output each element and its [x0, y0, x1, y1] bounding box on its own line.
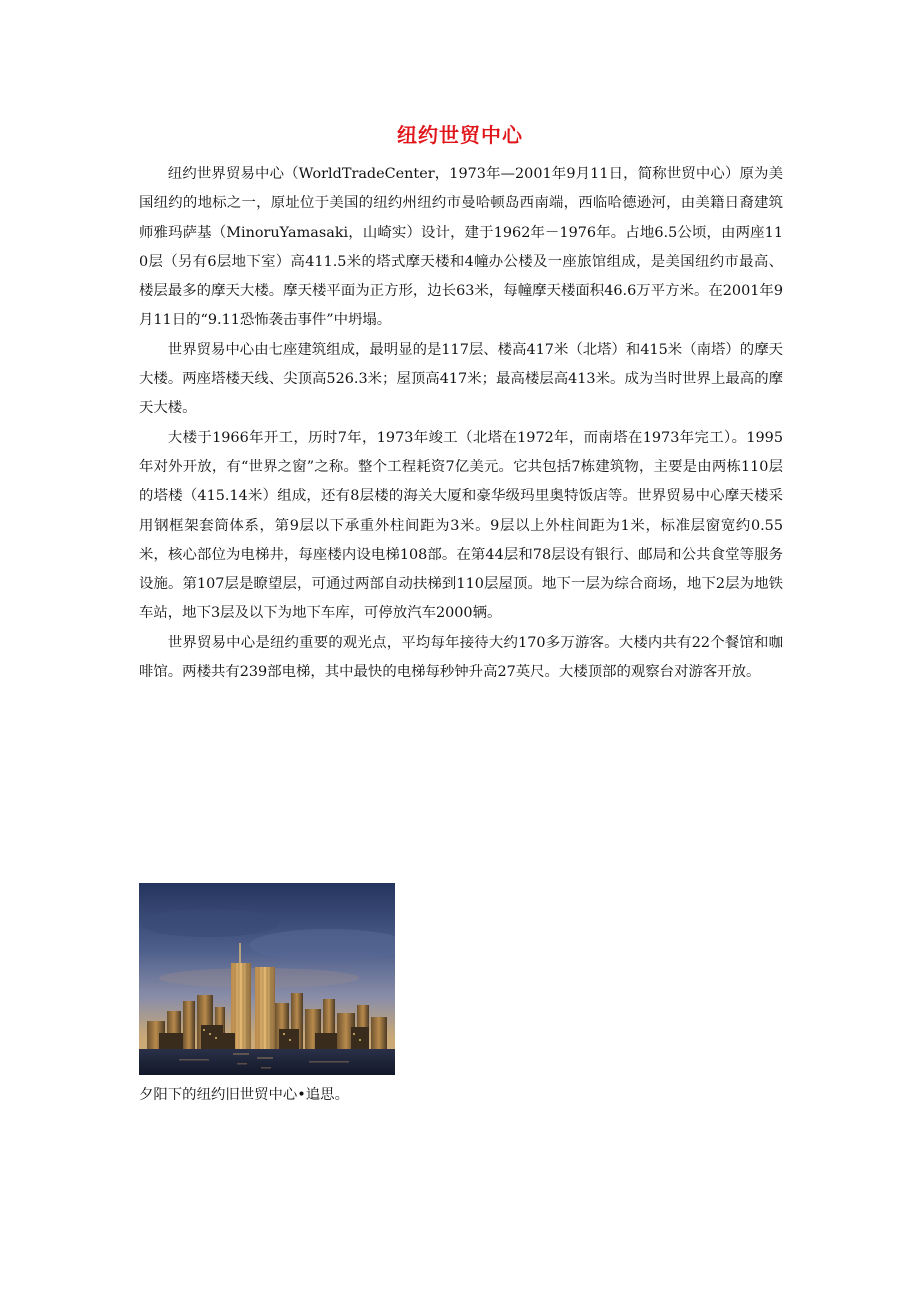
paragraph-intro: 纽约世界贸易中心（WorldTradeCenter，1973年—2001年9月11日，简称世贸中心）原为美国纽约的地标之一，原址位于美国的纽约州纽约市曼哈顿岛西南端，西临哈德逊河，由美籍日裔建筑师雅玛萨基（MinoruYamasaki，山崎实）设计，建于1962年－1976年。占地6.5公顷，由两座110层（另有6层地下室）高411.5米的塔式摩天楼和4幢办公楼及一座旅馆组成，是美国纽约市最高、楼层最多的摩天大楼。摩天楼平面为正方形，边长63米，每幢摩天楼面积46.6万平方米。在2001年9月11日的“9.11恐怖袭击事件”中坍塌。	[139, 166, 783, 329]
paragraph-construction: 大楼于1966年开工，历时7年，1973年竣工（北塔在1972年，而南塔在1973年完工）。1995年对外开放，有“世界之窗”之称。整个工程耗资7亿美元。它共包括7栋建筑物，主要是由两栋110层的塔楼（415.14米）组成，还有8层楼的海关大厦和豪华级玛里奥特饭店等。世界贸易中心摩天楼采用钢框架套筒体系，第9层以下承重外柱间距为3米。9层以上外柱间距为1米，标准层窗宽约0.55米，核心部位为电梯井，每座楼内设电梯108部。在第44层和78层设有银行、邮局和公共食堂等服务设施。第107层是瞭望层，可通过两部自动扶梯到110层屋顶。地下一层为综合商场，地下2层为地铁车站，地下3层及以下为地下车库，可停放汽车2000辆。	[139, 429, 783, 622]
skyline-photo	[139, 883, 395, 1075]
photo-caption: 夕阳下的纽约旧世贸中心•追思。	[139, 1087, 349, 1103]
page-title: 纽约世贸中心	[397, 123, 523, 147]
paragraph-buildings: 世界贸易中心由七座建筑组成，最明显的是117层、楼高417米（北塔）和415米（南塔）的摩天大楼。两座塔楼天线、尖顶高526.3米；屋顶高417米；最高楼层高413米。成为当时世界上最高的摩天大楼。	[139, 341, 783, 417]
paragraph-tourism: 世界贸易中心是纽约重要的观光点，平均每年接待大约170多万游客。大楼内共有22个餐馆和咖啡馆。两楼共有239部电梯，其中最快的电梯每秒钟升高27英尺。大楼顶部的观察台对游客开放。	[139, 634, 783, 681]
article-body	[139, 160, 783, 687]
skyline-illustration	[139, 883, 395, 1075]
